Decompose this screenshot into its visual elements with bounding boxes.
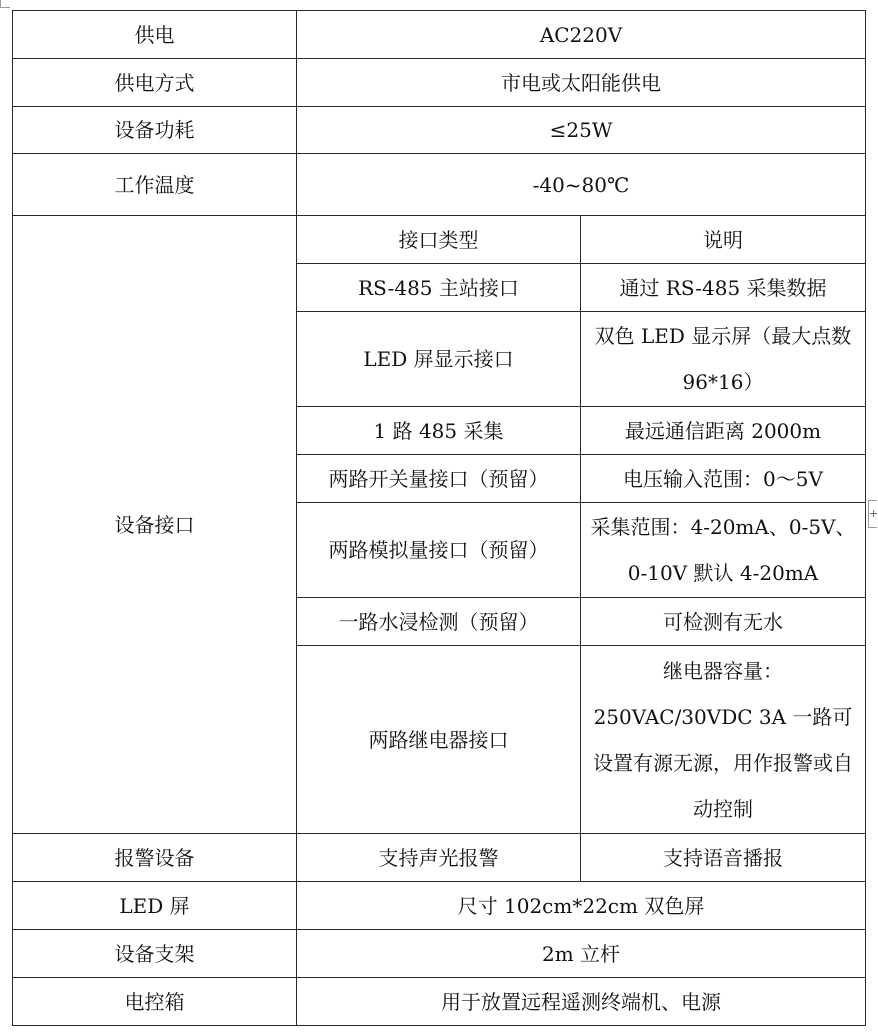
interface-type-cell: 两路模拟量接口（预留） bbox=[297, 503, 581, 598]
power-method-label: 供电方式 bbox=[13, 59, 297, 107]
alarm-device-label: 报警设备 bbox=[13, 834, 297, 882]
table-row bbox=[13, 11, 866, 59]
interface-description-cell: 采集范围：4-20mA、0-5V、0-10V 默认 4-20mA bbox=[581, 503, 866, 598]
interface-type-cell: RS-485 主站接口 bbox=[297, 264, 581, 312]
control-box-value: 用于放置远程遥测终端机、电源 bbox=[297, 978, 866, 1026]
power-consumption-label: 设备功耗 bbox=[13, 107, 297, 154]
alarm-device-right-value: 支持语音播报 bbox=[581, 834, 866, 882]
device-bracket-value: 2m 立杆 bbox=[297, 930, 866, 978]
table-row bbox=[13, 978, 866, 1026]
table-row bbox=[13, 107, 866, 154]
led-screen-value: 尺寸 102cm*22cm 双色屏 bbox=[297, 882, 866, 930]
operating-temperature-label: 工作温度 bbox=[13, 154, 297, 216]
table-row bbox=[13, 216, 866, 264]
interface-type-cell: LED 屏显示接口 bbox=[297, 312, 581, 407]
device-interfaces-label: 设备接口 bbox=[13, 216, 297, 834]
interface-type-header: 接口类型 bbox=[297, 216, 581, 264]
alarm-device-left-value: 支持声光报警 bbox=[297, 834, 581, 882]
operating-temperature-value: -40~80℃ bbox=[297, 154, 866, 216]
power-method-value: 市电或太阳能供电 bbox=[297, 59, 866, 107]
interface-description-header: 说明 bbox=[581, 216, 866, 264]
interface-description-cell: 电压输入范围：0～5V bbox=[581, 455, 866, 503]
interface-type-cell: 1 路 485 采集 bbox=[297, 407, 581, 455]
interface-description-cell: 可检测有无水 bbox=[581, 598, 866, 646]
interface-description-cell: 通过 RS-485 采集数据 bbox=[581, 264, 866, 312]
interface-type-cell: 一路水浸检测（预留） bbox=[297, 598, 581, 646]
interface-description-cell: 继电器容量：250VAC/30VDC 3A 一路可设置有源无源，用作报警或自动控制 bbox=[581, 646, 866, 834]
table-row bbox=[13, 59, 866, 107]
power-consumption-value: ≤25W bbox=[297, 107, 866, 154]
table-resize-handle-icon[interactable]: + bbox=[868, 500, 877, 528]
power-supply-label: 供电 bbox=[13, 11, 297, 59]
interface-description-cell: 最远通信距离 2000m bbox=[581, 407, 866, 455]
interface-type-cell: 两路开关量接口（预留） bbox=[297, 455, 581, 503]
interface-description-cell: 双色 LED 显示屏（最大点数 96*16） bbox=[581, 312, 866, 407]
device-bracket-label: 设备支架 bbox=[13, 930, 297, 978]
table-row bbox=[13, 930, 866, 978]
control-box-label: 电控箱 bbox=[13, 978, 297, 1026]
table-row bbox=[13, 154, 866, 216]
interface-type-cell: 两路继电器接口 bbox=[297, 646, 581, 834]
power-supply-value: AC220V bbox=[297, 11, 866, 59]
led-screen-label: LED 屏 bbox=[13, 882, 297, 930]
page-corner-mark bbox=[0, 0, 10, 8]
spec-table bbox=[12, 10, 866, 1026]
table-row bbox=[13, 882, 866, 930]
table-row bbox=[13, 834, 866, 882]
